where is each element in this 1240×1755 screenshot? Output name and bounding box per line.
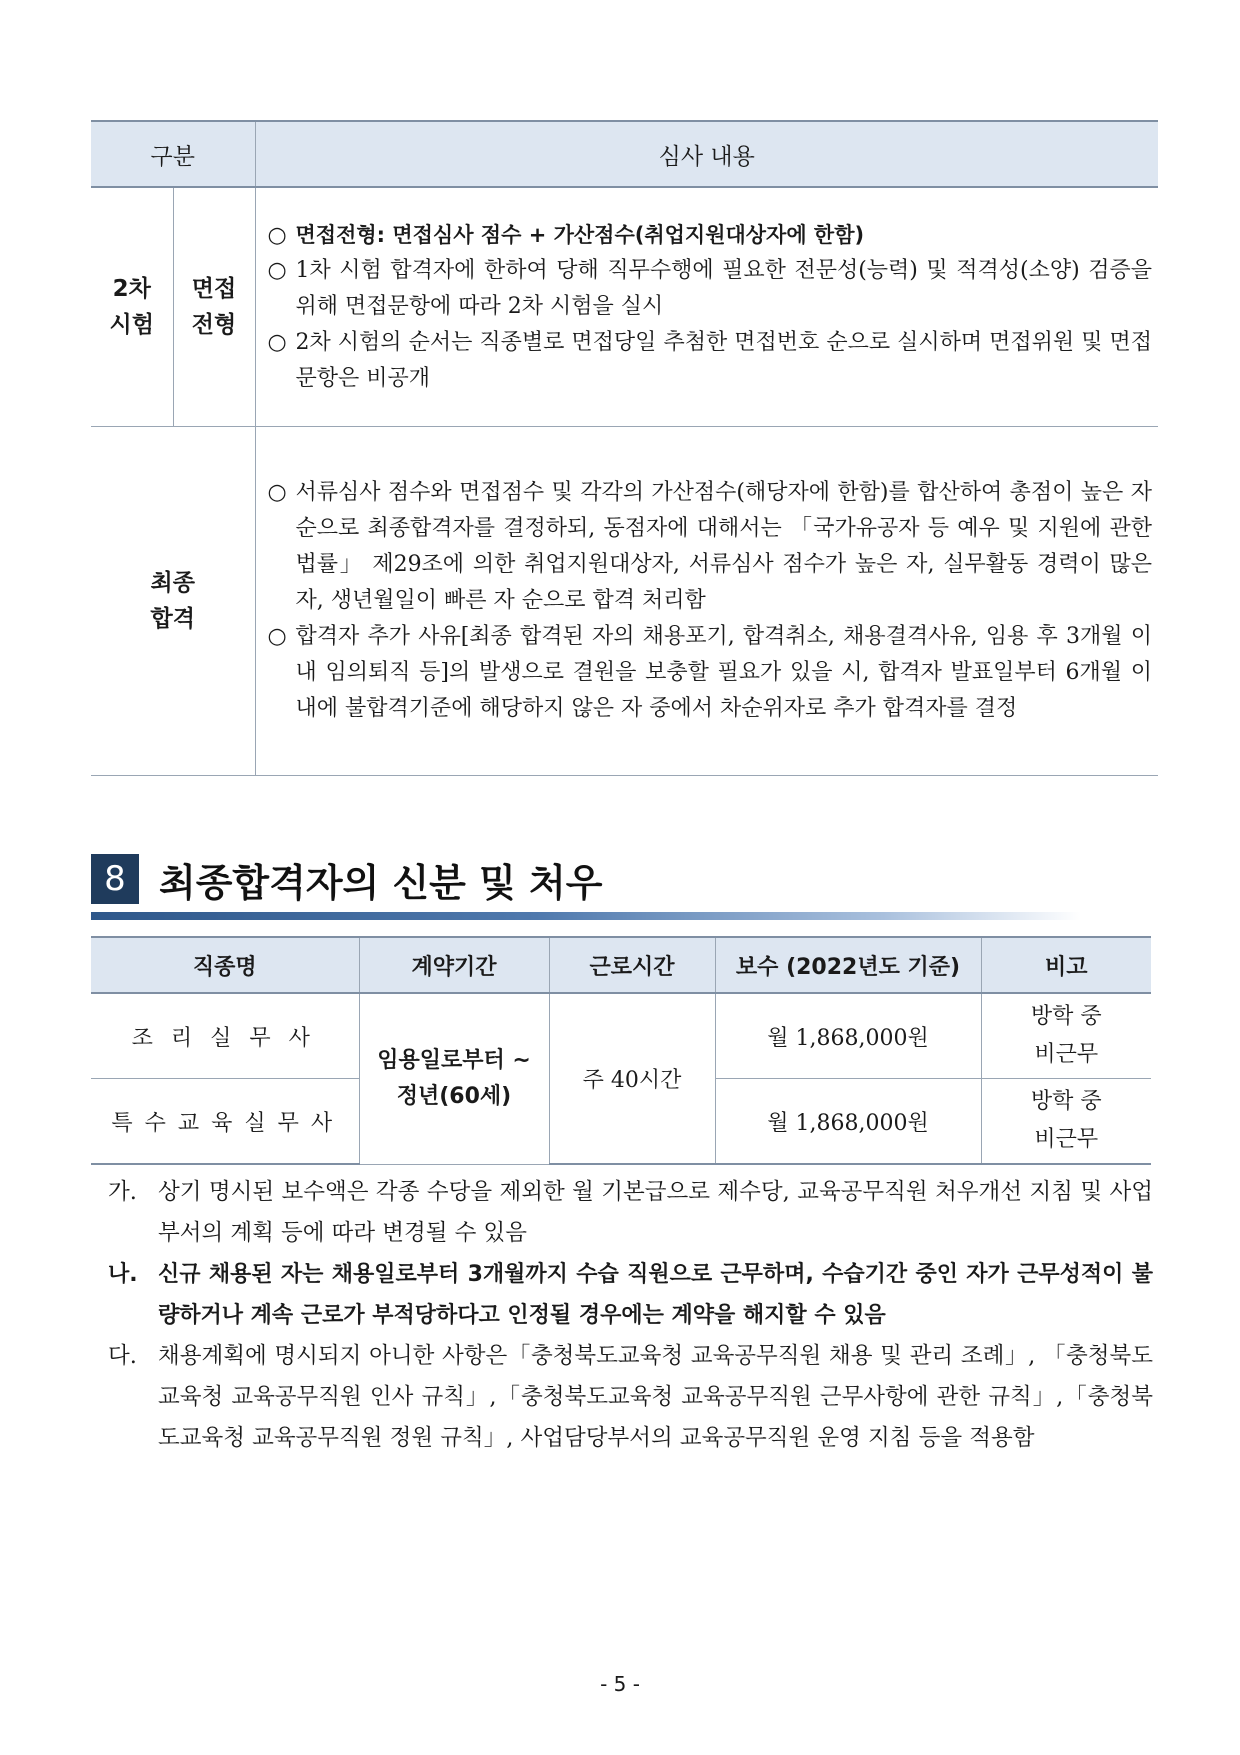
header-content: 심사 내용	[255, 121, 1158, 187]
type-label-line1: 면접	[191, 276, 237, 302]
row-final	[91, 427, 1158, 776]
list-item	[108, 1172, 1153, 1254]
row-interview	[91, 187, 1158, 427]
contract-period	[359, 993, 549, 1164]
screening-table	[91, 120, 1158, 776]
final-item-text: 서류심사 점수와 면접점수 및 각각의 가산점수(해당자에 한함)를 합산하여 총점이 높은 자 순으로 최종합격자를 결정하되, 동점자에 대해서는 「국가유공자 등 예우 및 지원에 관한 법률」 제29조에 의한 취업지원대상자, 서류심사 점수가 높은 자, 실무활동 경력이 많은 자, 생년월일이 빠른 자 순으로 합격 처리함	[295, 480, 1152, 613]
note-marker: 나.	[108, 1262, 138, 1287]
interview-item-text: 면접전형: 면접심사 점수 + 가산점수(취업지원대상자에 한함)	[295, 223, 865, 247]
section-heading	[91, 853, 602, 905]
final-item-text: 합격자 추가 사유[최종 합격된 자의 채용포기, 합격취소, 채용결격사유, 임용 후 3개월 이내 임의퇴직 등]의 발생으로 결원을 보충할 필요가 있을 시, 합격자 발표일부터 6개월 이내에 불합격기준에 해당하지 않은 자 중에서 차순위자로 추가 합격자를 결정	[295, 624, 1152, 721]
stage-label-line1: 2차	[112, 276, 151, 302]
bullet-icon: ○	[267, 258, 287, 283]
note-line1: 방학 중	[1030, 1004, 1102, 1029]
header-category: 구분	[91, 121, 255, 187]
list-item	[108, 1336, 1153, 1459]
contract-line1: 임용일로부터 ~	[377, 1047, 531, 1073]
job-name: 조리실무사	[91, 993, 359, 1079]
contract-line2: 정년(60세)	[396, 1083, 512, 1109]
list-item	[108, 1254, 1153, 1336]
note-text: 채용계획에 명시되지 아니한 사항은「충청북도교육청 교육공무직원 채용 및 관리 조례」, 「충청북도교육청 교육공무직원 인사 규칙」,「충청북도교육청 교육공무직원 근무사항에 관한 규칙」,「충청북도교육청 교육공무직원 정원 규칙」, 사업담당부서의 교육공무직원 운영 지침 등을 적용함	[158, 1343, 1153, 1451]
pay-amount: 월 1,868,000원	[715, 993, 981, 1079]
header-hours: 근로시간	[549, 937, 715, 993]
interview-item	[268, 253, 1153, 325]
working-hours: 주 40시간	[549, 993, 715, 1164]
header-contract: 계약기간	[359, 937, 549, 993]
final-item	[268, 475, 1153, 619]
section-underline	[91, 912, 1081, 920]
type-label	[173, 187, 255, 427]
note-text: 상기 명시된 보수액은 각종 수당을 제외한 월 기본급으로 제수당, 교육공무직원 처우개선 지침 및 사업부서의 계획 등에 따라 변경될 수 있음	[158, 1179, 1153, 1246]
note-cell	[981, 1079, 1151, 1165]
interview-item	[268, 325, 1153, 397]
type-label-line2: 전형	[191, 312, 237, 338]
note-marker: 가.	[108, 1179, 137, 1205]
header-pay: 보수 (2022년도 기준)	[715, 937, 981, 993]
final-label-line2: 합격	[150, 606, 195, 632]
final-label	[91, 427, 255, 776]
note-marker: 다.	[108, 1343, 137, 1369]
screening-table-header	[91, 121, 1158, 187]
section-title: 최종합격자의 신분 및 처우	[159, 860, 603, 905]
table-row	[91, 993, 1151, 1079]
bullet-icon: ○	[267, 624, 287, 649]
final-content	[255, 427, 1158, 776]
bullet-icon: ○	[267, 330, 287, 355]
header-note: 비고	[981, 937, 1151, 993]
final-label-line1: 최종	[150, 570, 195, 596]
stage-label	[91, 187, 173, 427]
stage-label-line2: 시험	[109, 312, 154, 338]
bullet-icon: ○	[267, 222, 287, 248]
interview-item-text: 2차 시험의 순서는 직종별로 면접당일 추첨한 면접번호 순으로 실시하며 면접위원 및 면접문항은 비공개	[295, 330, 1152, 391]
note-line2: 비근무	[1034, 1127, 1099, 1152]
compensation-table-header	[91, 937, 1151, 993]
note-line1: 방학 중	[1030, 1089, 1102, 1114]
note-text: 신규 채용된 자는 채용일로부터 3개월까지 수습 직원으로 근무하며, 수습기간 중인 자가 근무성적이 불량하거나 계속 근로가 부적당하다고 인정될 경우에는 계약을 해지할 수 있음	[158, 1262, 1153, 1328]
header-job: 직종명	[91, 937, 359, 993]
interview-item	[268, 217, 1153, 253]
note-line2: 비근무	[1034, 1042, 1099, 1067]
note-cell	[981, 993, 1151, 1079]
pay-amount: 월 1,868,000원	[715, 1079, 981, 1165]
interview-content	[255, 187, 1158, 427]
compensation-table	[91, 936, 1151, 1165]
notes-list	[108, 1172, 1153, 1459]
section-number-badge: 8	[91, 854, 139, 904]
interview-item-text: 1차 시험 합격자에 한하여 당해 직무수행에 필요한 전문성(능력) 및 적격성(소양) 검증을 위해 면접문항에 따라 2차 시험을 실시	[295, 258, 1152, 319]
job-name: 특수교육실무사	[91, 1079, 359, 1165]
final-item	[268, 619, 1153, 727]
page-number: - 5 -	[600, 1672, 640, 1696]
bullet-icon: ○	[267, 480, 287, 505]
